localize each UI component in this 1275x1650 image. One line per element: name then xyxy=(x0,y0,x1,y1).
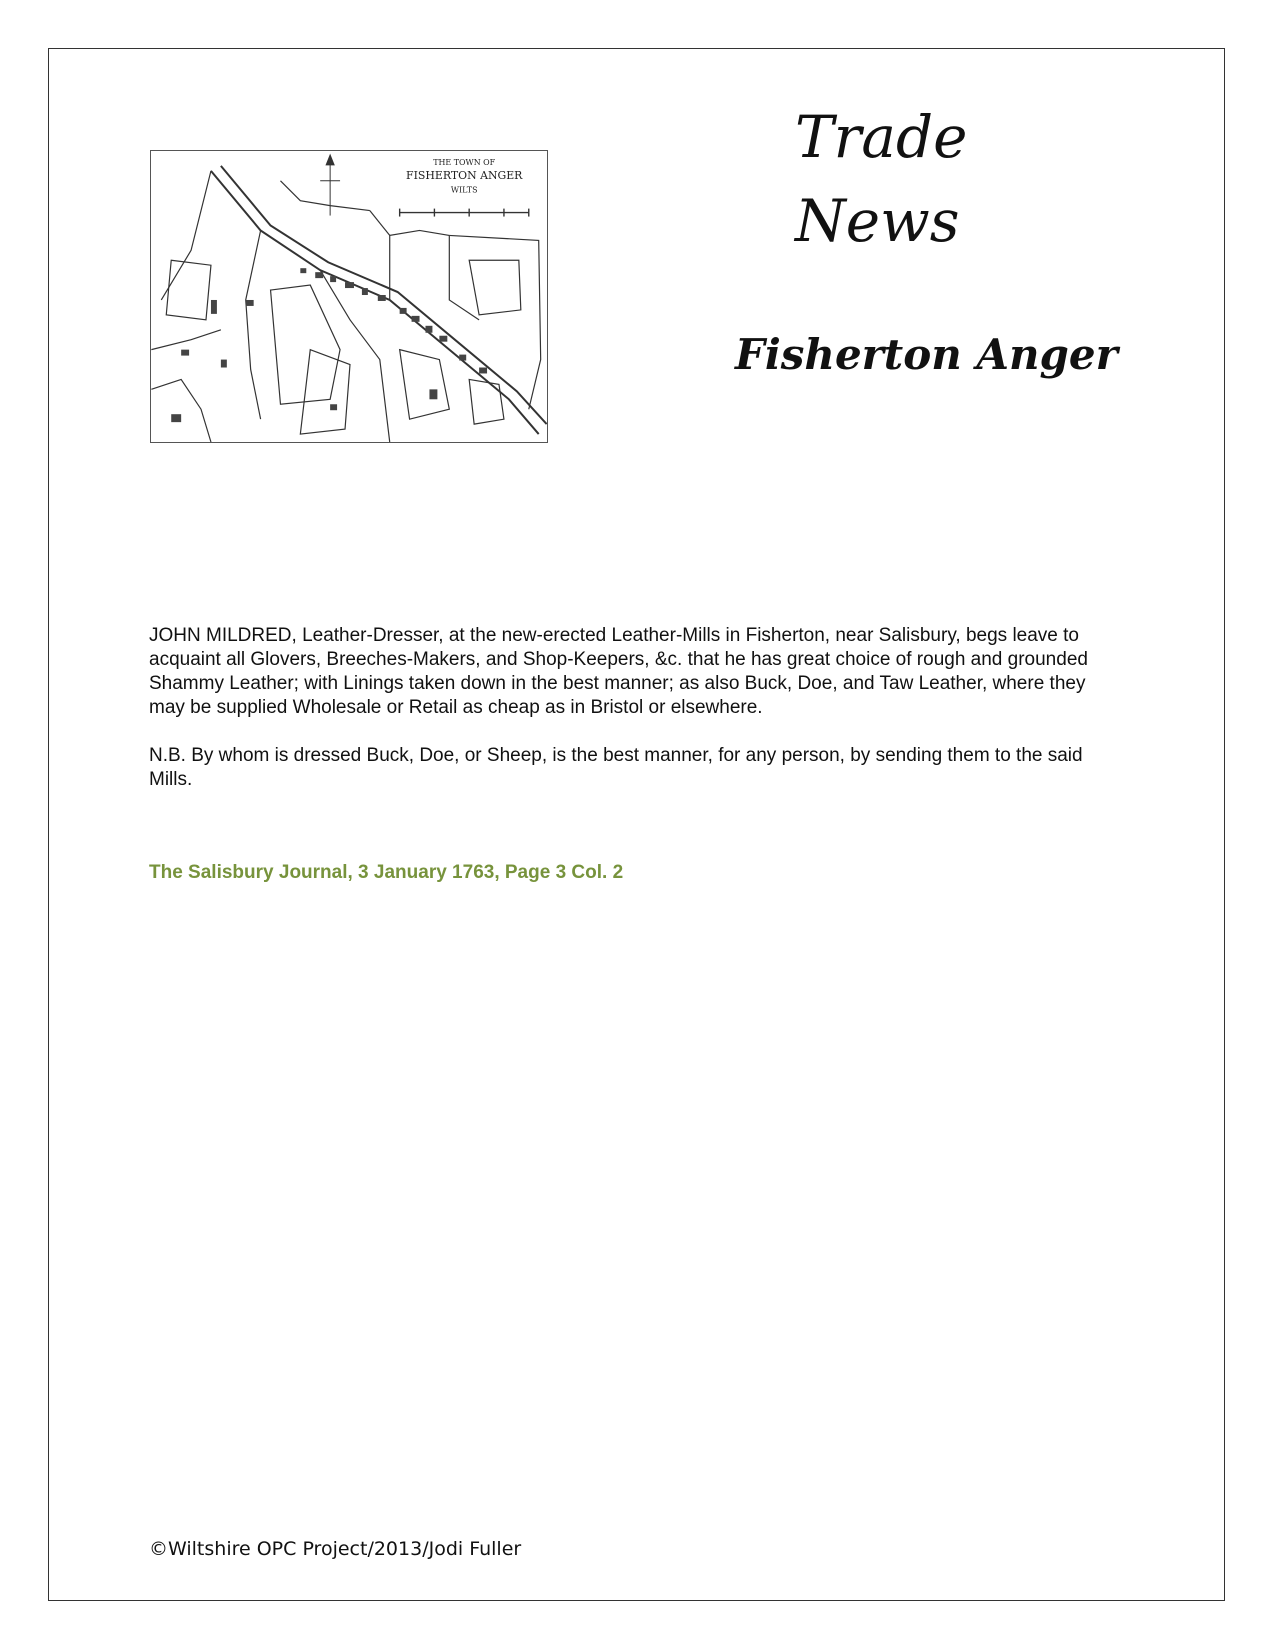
map-caption-line-2: FISHERTON ANGER xyxy=(406,168,523,182)
historic-map-image xyxy=(150,150,548,443)
copyright-footer: ©Wiltshire OPC Project/2013/Jodi Fuller xyxy=(149,1538,522,1560)
title-line-1: Trade xyxy=(795,103,968,171)
map-drawing xyxy=(151,151,547,442)
source-citation: The Salisbury Journal, 3 January 1763, Page 3 Col. 2 xyxy=(149,862,624,883)
map-caption-line-1: THE TOWN OF xyxy=(433,157,496,167)
article-paragraph-2: N.B. By whom is dressed Buck, Doe, or Sheep, is the best manner, for any person, by sending them to the said Mills. xyxy=(149,745,1083,790)
title-line-2: News xyxy=(795,187,960,255)
page-title xyxy=(795,95,1025,263)
place-subtitle: Fisherton Anger xyxy=(735,330,1118,379)
article-body xyxy=(149,624,1109,816)
article-paragraph-1: JOHN MILDRED, Leather-Dresser, at the new-erected Leather-Mills in Fisherton, near Salisbury, begs leave to acquaint all Glovers, Breeches-Makers, and Shop-Keepers, &c. that he has great choice of rough and grounded Shammy Leather; with Linings taken down in the best manner; as also Buck, Doe, and Taw Leather, where they may be supplied Wholesale or Retail as cheap as in Bristol or elsewhere. xyxy=(149,625,1088,718)
map-caption-line-3: WILTS xyxy=(450,185,478,195)
